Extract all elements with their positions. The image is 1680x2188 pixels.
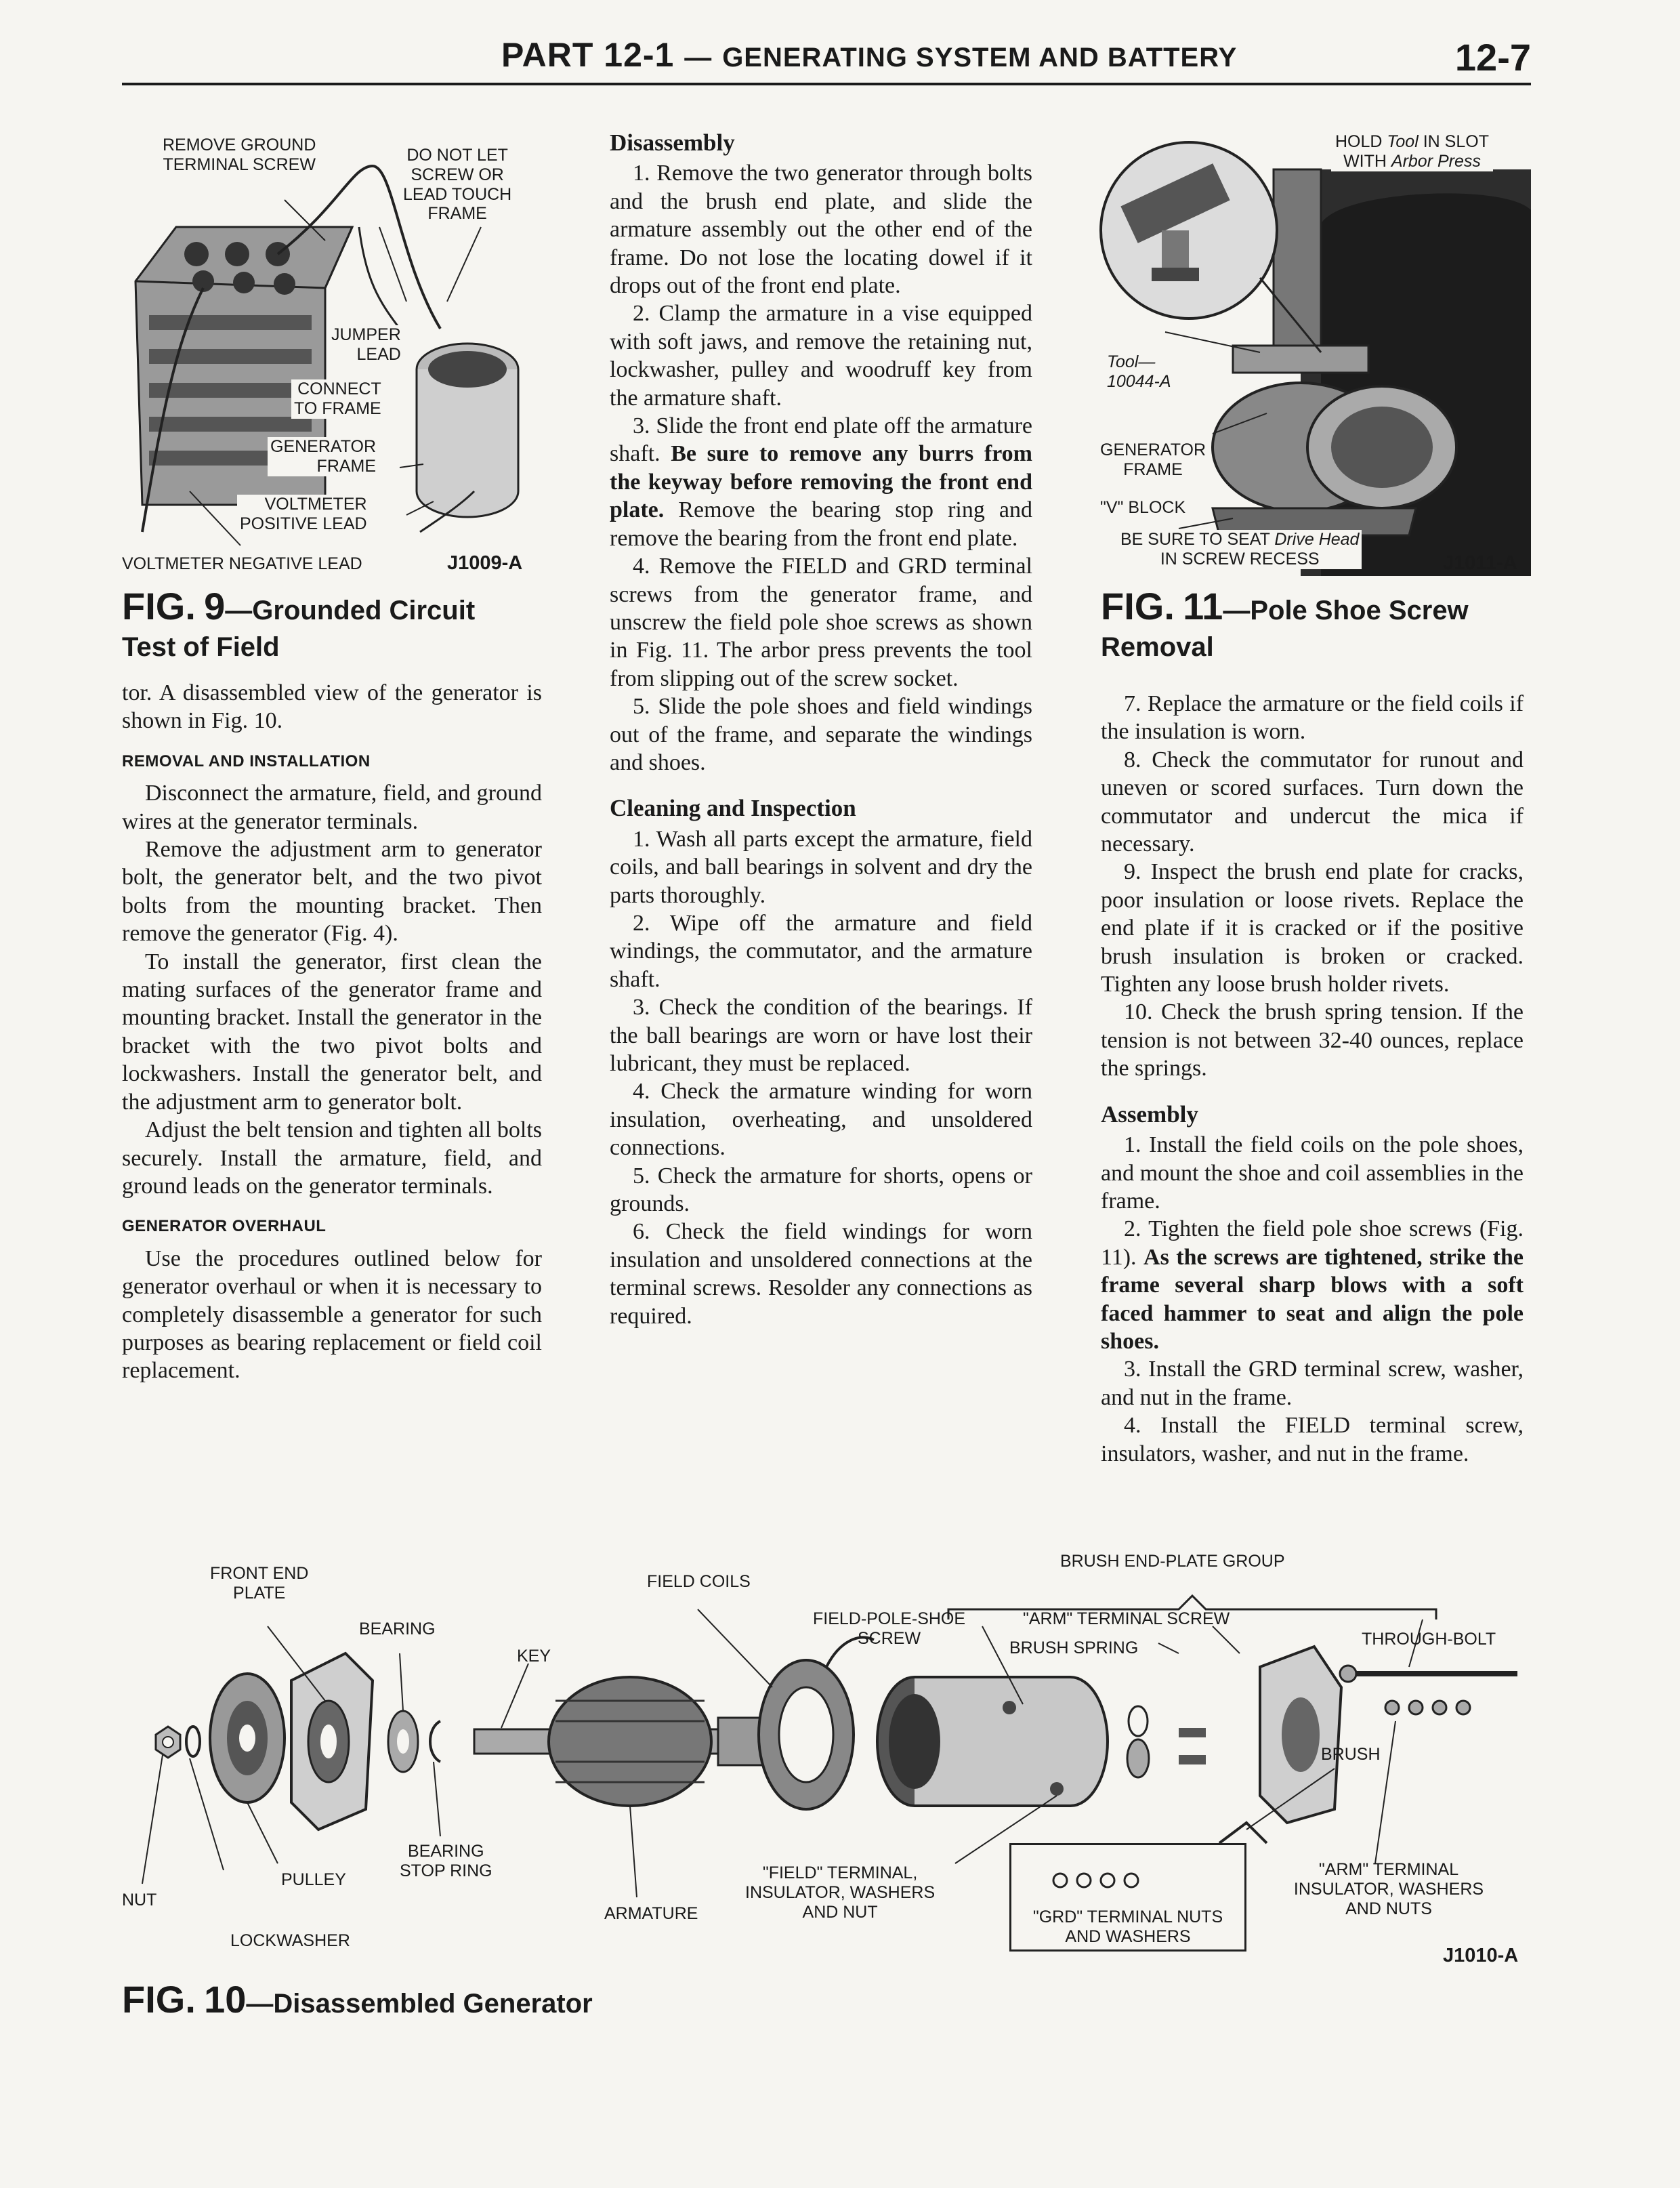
cleaning-step-4: 4. Check the armature winding for worn insulation, overheating, and unsoldered connections. [610,1079,1032,1161]
inspection-step-10: 10. Check the brush spring tension. If the tension is not between 32-40 ounces, replace the springs. [1101,999,1524,1081]
fig9-code: J1009-A [447,552,523,574]
col1-para-4: To install the generator, first clean the mating surfaces of the generator frame and mounting bracket. Install the generator in the bracket with the two pivot bolts and lockwashers. Install the generator belt, and the adjustment arm to generator bolt. [122,949,542,1115]
col1-para-1: tor. A disassembled view of the generator is shown in Fig. 10. [122,680,542,734]
fig10-pulley-label: PULLEY [281,1870,346,1889]
inspection-step-7: 7. Replace the armature or the field coils if the insulation is worn. [1101,691,1524,745]
fig11-seat-label: BE SURE TO SEAT Drive Head IN SCREW RECESS [1118,530,1362,569]
fig9-generator-frame-label: GENERATOR FRAME [268,437,379,476]
fig10-title: FIG. 10—Disassembled Generator [122,1978,593,2021]
inspection-step-8: 8. Check the commutator for runout and uneven or scored surfaces. Turn down the commutator and undercut the mica if necessary. [1101,747,1524,857]
page-number: 12-7 [1454,36,1531,79]
disassembly-step-2: 2. Clamp the armature in a vise equipped with soft jaws, and remove the retaining nut, lockwasher, pulley and woodruff key from the armature shaft. [610,301,1032,411]
cleaning-step-3: 3. Check the condition of the bearings. If the ball bearings are worn or have lost their lubricant, they must be replaced. [610,995,1033,1076]
fig11-illustration [1097,129,1531,576]
fig10-bearing-stop-ring-label: BEARING STOP RING [400,1842,492,1880]
fig11-code: J1011-A [1443,552,1517,574]
assembly-step-2: 2. Tighten the field pole shoe screws (Fig. 11). As the screws are tightened, strike the frame several sharp blows with a soft faced hammer to seat and align the pole shoes. [1101,1216,1524,1354]
header-title: PART 12-1 — GENERATING SYSTEM AND BATTERY [501,36,1238,74]
fig10-grd-nuts-label: "GRD" TERMINAL NUTS AND WASHERS [1032,1907,1223,1946]
fig10-field-coils-label: FIELD COILS [647,1572,751,1591]
cleaning-step-5: 5. Check the armature for shorts, opens or grounds. [610,1163,1032,1217]
fig10-field-terminal-label: "FIELD" TERMINAL, INSULATOR, WASHERS AND NUT [745,1863,936,1922]
cleaning-step-1: 1. Wash all parts except the armature, field coils, and ball bearings in solvent and dry the parts thoroughly. [610,826,1032,908]
fig10-code: J1010-A [1443,1945,1519,1966]
fig11-tool-label: Tool— 10044-A [1104,352,1174,392]
fig10-bearing-label: BEARING [359,1619,436,1638]
fig10-illustration [122,1552,1531,1972]
col1-para-6: Use the procedures outlined below for generator overhaul or when it is necessary to completely disassemble a generator for such purposes as bearing replacement or field coil replacement. [122,1245,542,1384]
page-header [122,35,1531,79]
column-2 [610,129,1032,1330]
cleaning-step-6: 6. Check the field windings for worn insulation and unsoldered connections at the terminal screws. Resolder any connections as required. [610,1219,1032,1329]
inspection-step-9: 9. Inspect the brush end plate for cracks, poor insulation or loose rivets. Replace the end plate if it is cracked or if the positive brush insulation is broken or cracked. Tighten any loose brush holder rivets. [1101,859,1524,997]
heading-disassembly: Disassembly [610,129,735,156]
fig11-v-block-label: "V" BLOCK [1097,498,1188,518]
col1-para-2: Disconnect the armature, field, and ground wires at the generator terminals. [122,781,542,834]
fig9-illustration [122,125,542,545]
assembly-step-1: 1. Install the field coils on the pole shoes, and mount the shoe and coil assemblies in the frame. [1101,1132,1524,1214]
cleaning-step-2: 2. Wipe off the armature and field windings, the commutator, and the armature shaft. [610,910,1032,992]
fig10-key-label: KEY [517,1647,551,1666]
fig9-do-not-let-label: DO NOT LET SCREW OR LEAD TOUCH FRAME [403,146,512,224]
fig11-hold-tool-label: HOLD Tool IN SLOT WITH Arbor Press [1331,132,1493,171]
disassembly-step-3: 3. Slide the front end plate off the armature shaft. Be sure to remove any burrs from the keyway before removing the front end plate. Remove the bearing stop ring and remove the bearing from the front end plate. [610,413,1033,551]
fig11-generator-frame-label: GENERATOR FRAME [1097,440,1209,480]
fig9-negative-lead-label: VOLTMETER NEGATIVE LEAD [122,554,362,573]
fig10-arm-terminal-screw-label: "ARM" TERMINAL SCREW [1023,1609,1230,1628]
fig9-title: FIG. 9—Grounded Circuit Test of Field [122,585,476,663]
assembly-step-4: 4. Install the FIELD terminal screw, insulators, washer, and nut in the frame. [1101,1413,1524,1466]
fig11-title: FIG. 11—Pole Shoe Screw Removal [1101,585,1469,663]
fig10-brush-end-plate-group-label: BRUSH END-PLATE GROUP [1060,1552,1285,1571]
fig9-connect-label: CONNECT TO FRAME [291,379,384,419]
fig10-field-pole-shoe-screw-label: FIELD-POLE-SHOE SCREW [813,1609,966,1648]
col1-para-3: Remove the adjustment arm to generator bolt, the generator belt, and the two pivot bolts from the mounting bracket. Then remove the generator (Fig. 4). [122,837,542,947]
fig10-brush-spring-label: BRUSH SPRING [1009,1638,1139,1657]
heading-cleaning-inspection: Cleaning and Inspection [610,795,856,822]
assembly-step-3: 3. Install the GRD terminal screw, washer, and nut in the frame. [1101,1357,1524,1410]
fig9-remove-ground-label: REMOVE GROUND TERMINAL SCREW [163,136,316,174]
fig9-jumper-label: JUMPER LEAD [329,325,404,365]
column-3 [1101,690,1524,1468]
fig10-through-bolt-label: THROUGH-BOLT [1362,1630,1496,1649]
fig10-front-end-plate-label: FRONT END PLATE [210,1564,309,1603]
disassembly-step-5: 5. Slide the pole shoes and field windings out of the frame, and separate the windings and shoes. [610,694,1032,775]
heading-removal-installation: REMOVAL AND INSTALLATION [122,751,371,770]
heading-assembly: Assembly [1101,1100,1198,1128]
heading-generator-overhaul: GENERATOR OVERHAUL [122,1217,327,1236]
fig10-arm-terminal-label: "ARM" TERMINAL INSULATOR, WASHERS AND NUTS [1293,1860,1484,1918]
header-rule [122,83,1531,85]
disassembly-step-1: 1. Remove the two generator through bolts and the brush end plate, and slide the armature assembly out the other end of the frame. Do not lose the locating dowel if it drops out of the front end plate. [610,161,1032,299]
fig10-nut-label: NUT [122,1891,157,1910]
column-1 [122,679,542,1385]
fig10-brush-label: BRUSH [1321,1745,1381,1764]
fig10-lockwasher-label: LOCKWASHER [230,1931,350,1950]
fig9-voltmeter-label: VOLTMETER POSITIVE LEAD [237,495,370,534]
fig10-armature-label: ARMATURE [604,1904,698,1923]
col1-para-5: Adjust the belt tension and tighten all bolts securely. Install the armature, field, and ground leads on the generator terminals. [122,1117,542,1199]
disassembly-step-4: 4. Remove the FIELD and GRD terminal screws from the generator frame, and unscrew the field pole shoe screws as shown in Fig. 11. The arbor press prevents the tool from slipping out of the screw socket. [610,554,1032,691]
